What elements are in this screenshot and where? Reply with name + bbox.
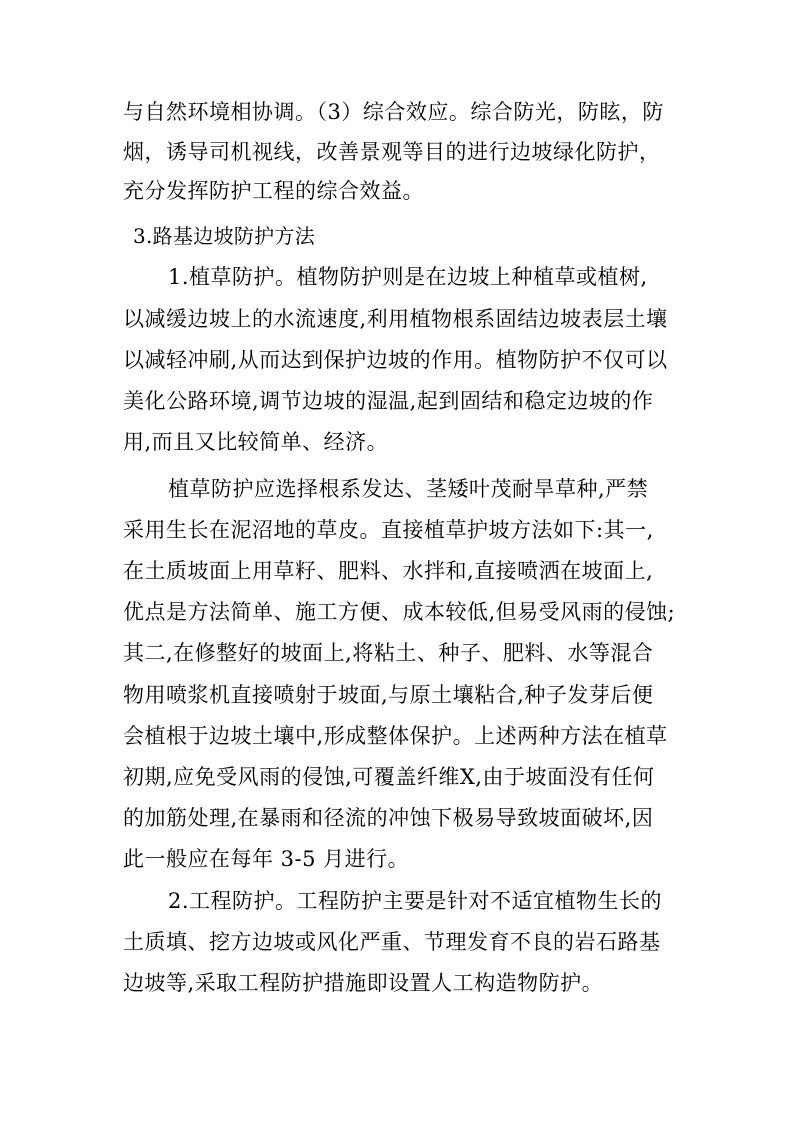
paragraph-first-line: 1.植草防护。植物防护则是在边坡上种植草或植树,: [168, 265, 648, 289]
text-line: 会植根于边坡土壤中,形成整体保护。上述两种方法在植草: [123, 724, 668, 748]
text-line: 以减缓边坡上的水流速度,利用植物根系固结边坡表层土壤: [123, 307, 668, 331]
text-line: 与自然环境相协调。（3）综合效应。综合防光，防眩，防: [123, 100, 664, 124]
paragraph-first-line: 2.工程防护。工程防护主要是针对不适宜植物生长的: [168, 889, 663, 913]
section-heading: 3.路基边坡防护方法: [133, 224, 316, 248]
paragraph-first-line: 植草防护应选择根系发达、茎矮叶茂耐旱草种,严禁: [168, 477, 649, 501]
text-line: 以减轻冲刷,从而达到保护边坡的作用。植物防护不仅可以: [123, 348, 668, 372]
text-line: 边坡等,采取工程防护措施即设置人工构造物防护。: [123, 971, 604, 995]
text-line: 的加筋处理,在暴雨和径流的冲蚀下极易导致坡面破坏,因: [123, 806, 654, 830]
text-line: 用,而且又比较简单、经济。: [123, 430, 389, 454]
text-line: 土质填、挖方边坡或风化严重、节理发育不良的岩石路基: [123, 930, 661, 954]
text-line: 初期,应免受风雨的侵蚀,可覆盖纤维X,由于坡面没有任何: [123, 765, 655, 789]
text-line: 在土质坡面上用草籽、肥料、水拌和,直接喷洒在坡面上,: [123, 559, 654, 583]
text-line: 其二,在修整好的坡面上,将粘土、种子、肥料、水等混合: [123, 641, 654, 665]
text-line: 采用生长在泥沼地的草皮。直接植草护坡方法如下:其一,: [123, 518, 654, 542]
text-line: 此一般应在每年 3-5 月进行。: [123, 847, 410, 871]
text-line: 烟，诱导司机视线，改善景观等目的进行边坡绿化防护，: [123, 140, 661, 164]
text-line: 优点是方法简单、施工方便、成本较低,但易受风雨的侵蚀;: [123, 600, 676, 624]
text-line: 美化公路环境,调节边坡的湿温,起到固结和稳定边坡的作: [123, 389, 654, 413]
text-line: 物用喷浆机直接喷射于坡面,与原土壤粘合,种子发芽后便: [123, 683, 654, 707]
text-line: 充分发挥防护工程的综合效益。: [123, 179, 424, 203]
